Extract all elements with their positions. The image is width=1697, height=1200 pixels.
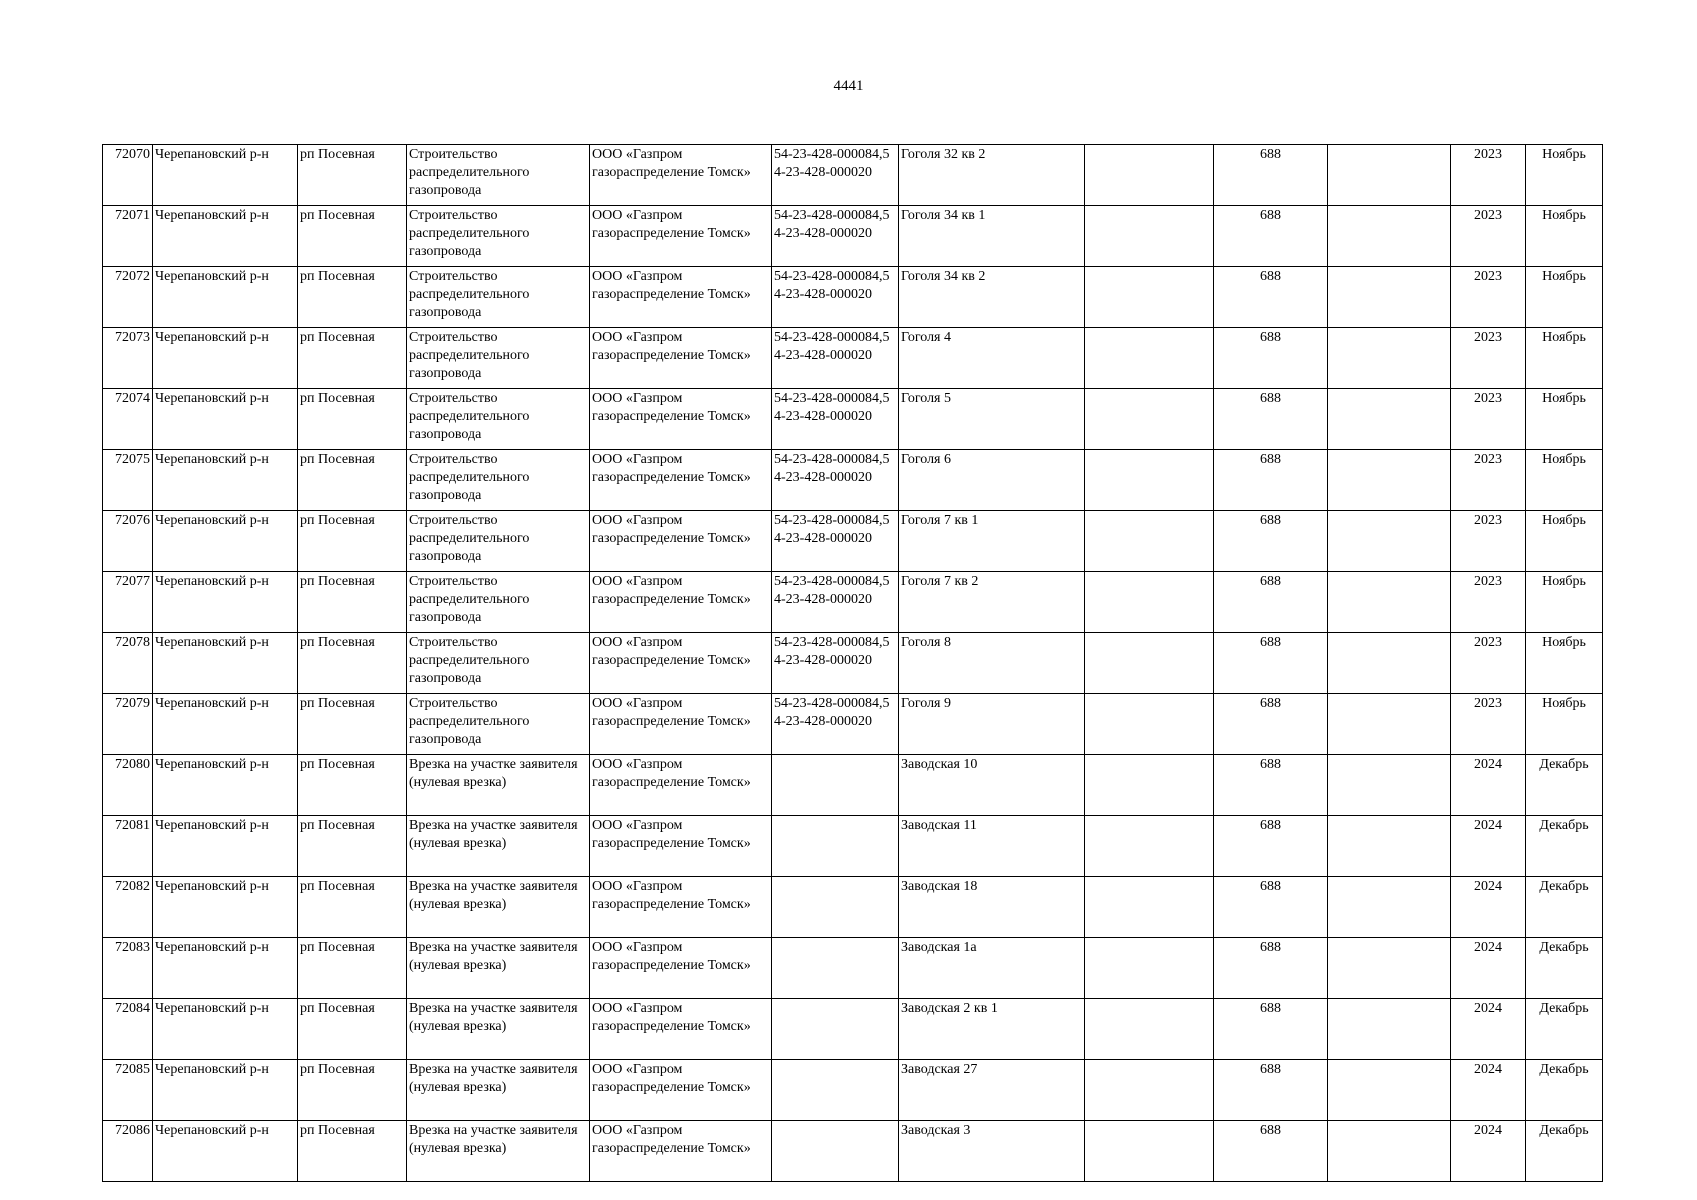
address-cell: Гоголя 6 (899, 450, 1085, 511)
row-id: 72080 (103, 755, 153, 816)
empty-cell (1085, 450, 1214, 511)
row-id: 72071 (103, 206, 153, 267)
work-type-cell: Врезка на участке заявителя (нулевая врезка) (407, 877, 590, 938)
month-cell: Ноябрь (1526, 267, 1603, 328)
month-cell: Декабрь (1526, 1121, 1603, 1182)
table-row (103, 267, 1603, 328)
address-cell: Гоголя 4 (899, 328, 1085, 389)
organization-cell: ООО «Газпром газораспределение Томск» (590, 389, 772, 450)
locality-cell: рп Посевная (298, 389, 407, 450)
work-type-cell: Строительство распределительного газопровода (407, 572, 590, 633)
table-row (103, 1060, 1603, 1121)
row-id: 72072 (103, 267, 153, 328)
row-id: 72079 (103, 694, 153, 755)
value-cell: 688 (1214, 816, 1328, 877)
organization-cell: ООО «Газпром газораспределение Томск» (590, 633, 772, 694)
locality-cell: рп Посевная (298, 1121, 407, 1182)
empty-cell (1328, 1060, 1451, 1121)
year-cell: 2023 (1451, 145, 1526, 206)
month-cell: Ноябрь (1526, 633, 1603, 694)
organization-cell: ООО «Газпром газораспределение Томск» (590, 328, 772, 389)
locality-cell: рп Посевная (298, 572, 407, 633)
table-row (103, 450, 1603, 511)
work-type-cell: Врезка на участке заявителя (нулевая врезка) (407, 755, 590, 816)
year-cell: 2023 (1451, 572, 1526, 633)
organization-cell: ООО «Газпром газораспределение Томск» (590, 1060, 772, 1121)
empty-cell (1085, 938, 1214, 999)
row-id: 72074 (103, 389, 153, 450)
locality-cell: рп Посевная (298, 633, 407, 694)
value-cell: 688 (1214, 389, 1328, 450)
locality-cell: рп Посевная (298, 755, 407, 816)
work-type-cell: Строительство распределительного газопровода (407, 511, 590, 572)
empty-cell (1085, 816, 1214, 877)
empty-cell (1328, 938, 1451, 999)
month-cell: Ноябрь (1526, 389, 1603, 450)
value-cell: 688 (1214, 450, 1328, 511)
address-cell: Заводская 10 (899, 755, 1085, 816)
locality-cell: рп Посевная (298, 938, 407, 999)
organization-cell: ООО «Газпром газораспределение Томск» (590, 938, 772, 999)
locality-cell: рп Посевная (298, 816, 407, 877)
table-row (103, 938, 1603, 999)
year-cell: 2023 (1451, 206, 1526, 267)
organization-cell: ООО «Газпром газораспределение Томск» (590, 511, 772, 572)
year-cell: 2023 (1451, 633, 1526, 694)
address-cell: Гоголя 34 кв 1 (899, 206, 1085, 267)
district-cell: Черепановский р-н (153, 450, 298, 511)
value-cell: 688 (1214, 511, 1328, 572)
year-cell: 2023 (1451, 389, 1526, 450)
organization-cell: ООО «Газпром газораспределение Томск» (590, 694, 772, 755)
locality-cell: рп Посевная (298, 206, 407, 267)
value-cell: 688 (1214, 694, 1328, 755)
month-cell: Декабрь (1526, 938, 1603, 999)
row-id: 72078 (103, 633, 153, 694)
empty-cell (1085, 328, 1214, 389)
empty-cell (1085, 694, 1214, 755)
locality-cell: рп Посевная (298, 1060, 407, 1121)
value-cell: 688 (1214, 755, 1328, 816)
cadastral-number-cell: 54-23-428-000084,54-23-428-000020 (772, 145, 899, 206)
empty-cell (1085, 389, 1214, 450)
cadastral-number-cell: 54-23-428-000084,54-23-428-000020 (772, 206, 899, 267)
table-row (103, 755, 1603, 816)
address-cell: Заводская 27 (899, 1060, 1085, 1121)
register-body (103, 145, 1603, 1182)
organization-cell: ООО «Газпром газораспределение Томск» (590, 450, 772, 511)
row-id: 72075 (103, 450, 153, 511)
empty-cell (1085, 206, 1214, 267)
row-id: 72077 (103, 572, 153, 633)
address-cell: Гоголя 9 (899, 694, 1085, 755)
empty-cell (1085, 877, 1214, 938)
address-cell: Гоголя 7 кв 1 (899, 511, 1085, 572)
value-cell: 688 (1214, 1121, 1328, 1182)
cadastral-number-cell (772, 1121, 899, 1182)
value-cell: 688 (1214, 145, 1328, 206)
row-id: 72086 (103, 1121, 153, 1182)
empty-cell (1328, 877, 1451, 938)
cadastral-number-cell: 54-23-428-000084,54-23-428-000020 (772, 572, 899, 633)
empty-cell (1328, 328, 1451, 389)
table-row (103, 816, 1603, 877)
month-cell: Декабрь (1526, 999, 1603, 1060)
work-type-cell: Врезка на участке заявителя (нулевая врезка) (407, 938, 590, 999)
empty-cell (1328, 572, 1451, 633)
address-cell: Заводская 1а (899, 938, 1085, 999)
locality-cell: рп Посевная (298, 999, 407, 1060)
empty-cell (1085, 1060, 1214, 1121)
work-type-cell: Врезка на участке заявителя (нулевая врезка) (407, 1121, 590, 1182)
cadastral-number-cell: 54-23-428-000084,54-23-428-000020 (772, 450, 899, 511)
address-cell: Заводская 11 (899, 816, 1085, 877)
year-cell: 2024 (1451, 816, 1526, 877)
cadastral-number-cell: 54-23-428-000084,54-23-428-000020 (772, 267, 899, 328)
empty-cell (1085, 755, 1214, 816)
work-type-cell: Строительство распределительного газопровода (407, 389, 590, 450)
table-row (103, 999, 1603, 1060)
organization-cell: ООО «Газпром газораспределение Томск» (590, 755, 772, 816)
district-cell: Черепановский р-н (153, 755, 298, 816)
table-row (103, 145, 1603, 206)
value-cell: 688 (1214, 633, 1328, 694)
empty-cell (1085, 572, 1214, 633)
cadastral-number-cell (772, 1060, 899, 1121)
table-row (103, 633, 1603, 694)
table-row (103, 877, 1603, 938)
district-cell: Черепановский р-н (153, 1060, 298, 1121)
work-type-cell: Строительство распределительного газопровода (407, 450, 590, 511)
organization-cell: ООО «Газпром газораспределение Томск» (590, 267, 772, 328)
table-row (103, 206, 1603, 267)
value-cell: 688 (1214, 267, 1328, 328)
value-cell: 688 (1214, 206, 1328, 267)
row-id: 72085 (103, 1060, 153, 1121)
month-cell: Ноябрь (1526, 450, 1603, 511)
organization-cell: ООО «Газпром газораспределение Томск» (590, 999, 772, 1060)
year-cell: 2024 (1451, 1121, 1526, 1182)
empty-cell (1328, 511, 1451, 572)
cadastral-number-cell: 54-23-428-000084,54-23-428-000020 (772, 328, 899, 389)
row-id: 72082 (103, 877, 153, 938)
value-cell: 688 (1214, 1060, 1328, 1121)
work-type-cell: Строительство распределительного газопровода (407, 267, 590, 328)
row-id: 72073 (103, 328, 153, 389)
empty-cell (1328, 633, 1451, 694)
district-cell: Черепановский р-н (153, 328, 298, 389)
month-cell: Декабрь (1526, 1060, 1603, 1121)
district-cell: Черепановский р-н (153, 633, 298, 694)
address-cell: Гоголя 34 кв 2 (899, 267, 1085, 328)
value-cell: 688 (1214, 877, 1328, 938)
district-cell: Черепановский р-н (153, 938, 298, 999)
locality-cell: рп Посевная (298, 511, 407, 572)
district-cell: Черепановский р-н (153, 877, 298, 938)
district-cell: Черепановский р-н (153, 816, 298, 877)
address-cell: Заводская 3 (899, 1121, 1085, 1182)
year-cell: 2023 (1451, 511, 1526, 572)
district-cell: Черепановский р-н (153, 694, 298, 755)
cadastral-number-cell: 54-23-428-000084,54-23-428-000020 (772, 633, 899, 694)
work-type-cell: Строительство распределительного газопровода (407, 206, 590, 267)
district-cell: Черепановский р-н (153, 572, 298, 633)
empty-cell (1328, 206, 1451, 267)
empty-cell (1328, 450, 1451, 511)
locality-cell: рп Посевная (298, 145, 407, 206)
row-id: 72070 (103, 145, 153, 206)
empty-cell (1328, 145, 1451, 206)
empty-cell (1085, 145, 1214, 206)
empty-cell (1328, 999, 1451, 1060)
month-cell: Ноябрь (1526, 572, 1603, 633)
locality-cell: рп Посевная (298, 877, 407, 938)
organization-cell: ООО «Газпром газораспределение Томск» (590, 816, 772, 877)
empty-cell (1328, 267, 1451, 328)
cadastral-number-cell (772, 816, 899, 877)
empty-cell (1328, 694, 1451, 755)
year-cell: 2023 (1451, 694, 1526, 755)
table-row (103, 694, 1603, 755)
organization-cell: ООО «Газпром газораспределение Томск» (590, 877, 772, 938)
locality-cell: рп Посевная (298, 450, 407, 511)
month-cell: Ноябрь (1526, 694, 1603, 755)
month-cell: Ноябрь (1526, 511, 1603, 572)
year-cell: 2024 (1451, 999, 1526, 1060)
table-row (103, 1121, 1603, 1182)
empty-cell (1328, 816, 1451, 877)
district-cell: Черепановский р-н (153, 1121, 298, 1182)
row-id: 72084 (103, 999, 153, 1060)
work-type-cell: Строительство распределительного газопровода (407, 145, 590, 206)
value-cell: 688 (1214, 938, 1328, 999)
locality-cell: рп Посевная (298, 694, 407, 755)
month-cell: Декабрь (1526, 816, 1603, 877)
table-row (103, 511, 1603, 572)
cadastral-number-cell: 54-23-428-000084,54-23-428-000020 (772, 694, 899, 755)
cadastral-number-cell: 54-23-428-000084,54-23-428-000020 (772, 389, 899, 450)
year-cell: 2024 (1451, 755, 1526, 816)
address-cell: Гоголя 32 кв 2 (899, 145, 1085, 206)
address-cell: Гоголя 5 (899, 389, 1085, 450)
year-cell: 2023 (1451, 450, 1526, 511)
empty-cell (1328, 755, 1451, 816)
district-cell: Черепановский р-н (153, 389, 298, 450)
empty-cell (1328, 1121, 1451, 1182)
register-table (102, 144, 1603, 1182)
locality-cell: рп Посевная (298, 328, 407, 389)
work-type-cell: Врезка на участке заявителя (нулевая врезка) (407, 1060, 590, 1121)
value-cell: 688 (1214, 572, 1328, 633)
organization-cell: ООО «Газпром газораспределение Томск» (590, 206, 772, 267)
address-cell: Заводская 18 (899, 877, 1085, 938)
district-cell: Черепановский р-н (153, 206, 298, 267)
empty-cell (1085, 633, 1214, 694)
empty-cell (1085, 267, 1214, 328)
page-number: 4441 (833, 78, 864, 94)
month-cell: Ноябрь (1526, 328, 1603, 389)
empty-cell (1085, 999, 1214, 1060)
year-cell: 2023 (1451, 267, 1526, 328)
organization-cell: ООО «Газпром газораспределение Томск» (590, 145, 772, 206)
district-cell: Черепановский р-н (153, 999, 298, 1060)
district-cell: Черепановский р-н (153, 145, 298, 206)
month-cell: Ноябрь (1526, 145, 1603, 206)
year-cell: 2024 (1451, 1060, 1526, 1121)
cadastral-number-cell: 54-23-428-000084,54-23-428-000020 (772, 511, 899, 572)
month-cell: Ноябрь (1526, 206, 1603, 267)
address-cell: Заводская 2 кв 1 (899, 999, 1085, 1060)
table-row (103, 328, 1603, 389)
work-type-cell: Строительство распределительного газопровода (407, 633, 590, 694)
row-id: 72083 (103, 938, 153, 999)
cadastral-number-cell (772, 877, 899, 938)
cadastral-number-cell (772, 755, 899, 816)
row-id: 72081 (103, 816, 153, 877)
district-cell: Черепановский р-н (153, 267, 298, 328)
month-cell: Декабрь (1526, 755, 1603, 816)
work-type-cell: Строительство распределительного газопровода (407, 328, 590, 389)
value-cell: 688 (1214, 328, 1328, 389)
table-row (103, 572, 1603, 633)
empty-cell (1328, 389, 1451, 450)
empty-cell (1085, 511, 1214, 572)
value-cell: 688 (1214, 999, 1328, 1060)
organization-cell: ООО «Газпром газораспределение Томск» (590, 1121, 772, 1182)
month-cell: Декабрь (1526, 877, 1603, 938)
cadastral-number-cell (772, 999, 899, 1060)
address-cell: Гоголя 7 кв 2 (899, 572, 1085, 633)
year-cell: 2024 (1451, 938, 1526, 999)
cadastral-number-cell (772, 938, 899, 999)
work-type-cell: Врезка на участке заявителя (нулевая врезка) (407, 999, 590, 1060)
work-type-cell: Строительство распределительного газопровода (407, 694, 590, 755)
empty-cell (1085, 1121, 1214, 1182)
work-type-cell: Врезка на участке заявителя (нулевая врезка) (407, 816, 590, 877)
year-cell: 2024 (1451, 877, 1526, 938)
organization-cell: ООО «Газпром газораспределение Томск» (590, 572, 772, 633)
year-cell: 2023 (1451, 328, 1526, 389)
locality-cell: рп Посевная (298, 267, 407, 328)
row-id: 72076 (103, 511, 153, 572)
address-cell: Гоголя 8 (899, 633, 1085, 694)
district-cell: Черепановский р-н (153, 511, 298, 572)
table-row (103, 389, 1603, 450)
